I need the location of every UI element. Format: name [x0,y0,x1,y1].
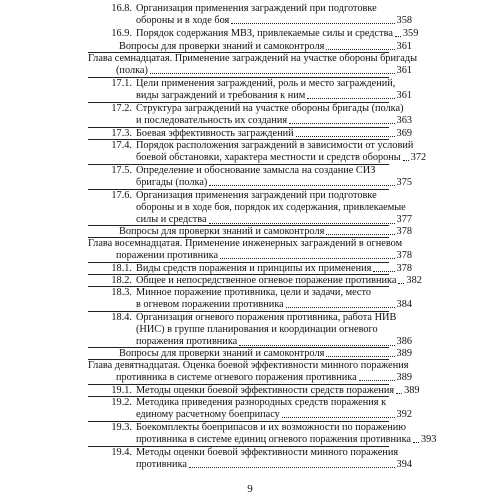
dot-leader [286,307,395,308]
entry-title [136,140,427,164]
section-number: 16.9. [111,28,132,39]
entry-title [136,190,412,227]
entry-title-line: боевой обстановки, характера местности и средств обороны [136,152,401,164]
entry-title-line: Определение и обоснование замысла на создание СИЗ [136,165,376,176]
page-reference: 378 [396,250,412,262]
dot-leader [296,136,395,137]
section-number: 19.4. [111,447,132,458]
section-number: 19.2. [111,397,132,408]
entry-title [136,312,412,349]
entry-title-line: силы и средства [136,214,207,226]
entry-title-line: Организация применения заграждений при подготовке [136,190,377,201]
entry-title-line: Вопросы для проверки знаний и самоконтроля [119,41,325,52]
entry-title [136,397,412,421]
page-reference: 377 [396,214,412,226]
page-reference: 393 [420,434,437,446]
page-reference: 392 [396,409,412,421]
entry-title-line: Боевая эффективность заграждений [136,128,294,139]
entry-title-line: Методы оценки боевой эффективности минного поражения [136,447,399,458]
entry-title [136,3,412,27]
entry-title [88,238,412,262]
entry-title-line: Методы оценки боевой эффективности средств поражения [136,385,395,396]
dot-leader [359,380,395,381]
dot-leader [289,123,394,124]
entry-title-line: Боекомплекты боеприпасов и их возможности по поражению [136,422,406,433]
page-reference: 378 [396,263,412,274]
entry-title-line: единому расчетному боеприпасу [136,409,280,421]
section-number: 18.1. [111,263,132,274]
page-reference: 389 [396,372,412,384]
section-number: 17.5. [111,165,132,176]
section-number: 18.2. [111,275,132,286]
dot-leader [398,283,404,284]
entry-title [136,422,437,446]
page-reference: 361 [396,90,412,102]
entry-title-line: Вопросы для проверки знаний и самоконтроля [119,226,325,237]
entry-title-line: Глава восемнадцатая. Применение инженерных заграждений в огневом [88,238,403,249]
entry-title-line: Минное поражение противника, цели и задачи, место [136,287,372,298]
dot-leader [396,393,402,394]
entry-title-line: и последовательность их создания [136,115,288,127]
page-reference: 386 [396,336,412,348]
dot-leader [239,345,394,346]
page-reference: 384 [396,299,412,311]
page-reference: 378 [396,226,412,237]
entry-title-line: поражения противника [136,336,238,348]
page-reference: 361 [396,65,412,77]
entry-title-line: Глава девятнадцатая. Оценка боевой эффективности минного поражения [88,360,409,371]
page-reference: 375 [396,177,412,189]
section-number: 19.1. [111,385,132,396]
entry-title-line: Структура заграждений на участке обороны бригады (полка) [136,103,404,114]
entry-title [88,360,412,384]
dot-leader [150,73,395,74]
dot-leader [209,185,394,186]
entry-title [136,447,412,471]
page-reference: 372 [410,152,427,164]
dot-leader [413,442,419,443]
section-number: 18.3. [111,287,132,298]
entry-title-line: Общее и непосредственное огневое поражение противника [136,275,397,286]
dot-leader [209,223,395,224]
entry-title-line: Порядок содержания МВЗ, привлекаемые силы и средства [136,28,393,39]
entry-title-line: обороны и в ходе боя [136,15,230,27]
entry-title [136,28,419,40]
entry-title-line: (полка) [116,65,148,77]
section-number: 17.1. [111,78,132,89]
entry-title-line: Виды средств поражения и принципы их применения [136,263,372,274]
dot-leader [373,271,394,272]
page-reference: 389 [404,385,420,396]
dot-leader [282,417,395,418]
section-number: 16.8. [111,3,132,14]
entry-title-line: виды заграждений и требования к ним [136,90,306,102]
dot-leader [326,49,394,50]
page-reference: 382 [406,275,422,286]
dot-leader [220,258,395,259]
entry-title [136,165,412,189]
entry-title-line: поражении противника [116,250,219,262]
dot-leader [307,98,394,99]
dot-leader [189,467,395,468]
page-number: 9 [247,483,253,495]
entry-title-line: противника в системе огневого поражения противника [116,372,357,384]
entry-title-line: бригады (полка) [136,177,208,189]
page-reference: 361 [396,41,412,52]
page-reference: 369 [396,128,412,139]
entry-title-line: в огневом поражении противника [136,299,284,311]
section-number: 17.3. [111,128,132,139]
entry-title-line: Организация огневого поражения противника, работа НИВ [136,312,397,323]
entry-title [136,103,412,127]
section-number: 18.4. [111,312,132,323]
entry-title-line: противника [136,459,187,471]
section-number: 17.2. [111,103,132,114]
dot-leader [231,23,394,24]
entry-title-line: противника в системе единиц огневого поражения противника [136,434,411,446]
entry-title-line: обороны и в ходе боя, порядок их содержания, привлекаемые [136,202,406,214]
section-number: 19.3. [111,422,132,433]
entry-title [136,287,412,311]
dot-leader [395,36,401,37]
page-reference: 389 [396,348,412,359]
entry-title-line: Порядок расположения заграждений в зависимости от условий [136,140,414,151]
dot-leader [326,234,394,235]
section-number: 17.4. [111,140,132,151]
page-reference: 359 [402,28,419,39]
page-reference: 394 [396,459,412,471]
entry-title-line: (НИС) в группе планирования и координации огневого [136,324,378,336]
entry-title-line: Вопросы для проверки знаний и самоконтроля [119,348,325,359]
page-reference: 363 [396,115,412,127]
entry-title-line: Глава семнадцатая. Применение заграждений на участке обороны бригады [88,53,417,64]
entry-title [136,78,412,102]
entry-title [88,53,417,77]
entry-title-line: Методика приведения разнородных средств поражения к [136,397,387,408]
entry-title-line: Организация применения заграждений при подготовке [136,3,377,14]
dot-leader [326,356,394,357]
page-reference: 358 [396,15,412,27]
entry-title-line: Цели применения заграждений, роль и место заграждений, [136,78,396,89]
dot-leader [403,160,409,161]
section-number: 17.6. [111,190,132,201]
